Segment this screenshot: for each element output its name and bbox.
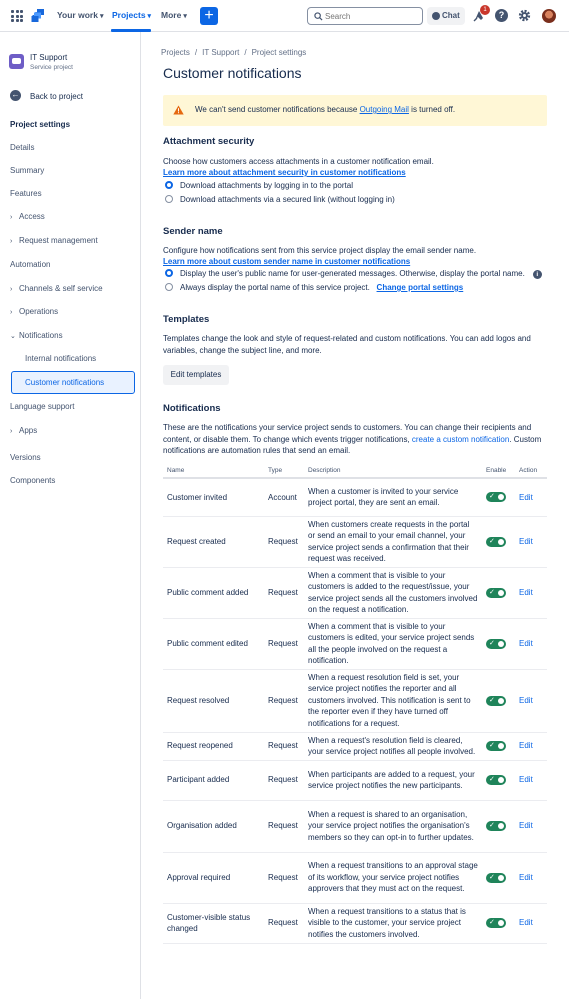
- notification-type: Request: [264, 567, 304, 618]
- check-icon: ✓: [489, 776, 495, 784]
- notification-name: Customer-visible status changed: [163, 903, 264, 943]
- notification-enable-cell: [482, 478, 515, 516]
- notification-enable-cell: [482, 800, 515, 852]
- search-icon: [314, 12, 323, 21]
- sidebar-item-versions[interactable]: [10, 453, 41, 462]
- notification-description: When a request transitions to a status that is visible to the customer, your service project notifies the customers involved.: [304, 903, 482, 943]
- table-row: [163, 903, 547, 943]
- sidebar-item-operations[interactable]: [10, 307, 58, 316]
- notifications-description-text: These are the notifications your service project sends to customers. You can change their recipients and content, or disable them. To change which events trigger notifications,: [163, 423, 532, 444]
- table-row: [163, 567, 547, 618]
- enable-toggle[interactable]: [486, 537, 506, 547]
- chevron-down-icon: ⌄: [10, 333, 16, 340]
- check-icon: ✓: [489, 493, 495, 501]
- enable-toggle[interactable]: [486, 492, 506, 502]
- sidebar-item-label: Components: [10, 476, 56, 485]
- sidebar-item-label: Summary: [10, 166, 45, 175]
- sidebar-item-label: Apps: [19, 426, 38, 435]
- table-row: [163, 516, 547, 567]
- radio-label: Download attachments by logging in to the portal: [180, 181, 353, 190]
- table-row: [163, 618, 547, 669]
- notification-type: Request: [264, 760, 304, 800]
- edit-link[interactable]: Edit: [519, 638, 533, 648]
- radio-unselected[interactable]: [165, 195, 173, 203]
- notification-enable-cell: [482, 852, 515, 903]
- breadcrumb-projects[interactable]: Projects: [161, 48, 190, 57]
- sidebar-item-language-support[interactable]: [10, 402, 75, 411]
- attachment-security-description: Choose how customers access attachments in a customer notification email.: [163, 157, 434, 166]
- sidebar-item-label: Access: [19, 212, 45, 221]
- chevron-down-icon: ▾: [147, 13, 152, 20]
- chevron-right-icon: ›: [10, 286, 13, 293]
- notification-action-cell: [515, 760, 547, 800]
- sender-option-portal-name[interactable]: [165, 283, 463, 292]
- enable-toggle[interactable]: [486, 821, 506, 831]
- notification-description: When a request transitions to an approval stage of its workflow, your service project notifies approvers that they must act on the request.: [304, 852, 482, 903]
- sender-name-heading: Sender name: [163, 226, 223, 237]
- enable-toggle[interactable]: [486, 741, 506, 751]
- sender-name-description: Configure how notifications sent from this service project display the email sender name.: [163, 246, 477, 255]
- nav-your-work[interactable]: [57, 10, 103, 20]
- sidebar-item-label: Notifications: [19, 331, 63, 340]
- outgoing-mail-warning: [163, 95, 547, 126]
- table-row: [163, 669, 547, 732]
- notification-type: Request: [264, 852, 304, 903]
- notification-type: Request: [264, 618, 304, 669]
- notifications-table: [163, 463, 547, 944]
- notification-enable-cell: [482, 732, 515, 760]
- enable-toggle[interactable]: [486, 873, 506, 883]
- breadcrumb-it-support[interactable]: IT Support: [202, 48, 240, 57]
- sender-name-learn-more-link[interactable]: Learn more about custom sender name in customer notifications: [163, 257, 411, 266]
- app-switcher-icon[interactable]: [11, 10, 23, 22]
- toggle-knob: [498, 539, 504, 545]
- templates-heading: Templates: [163, 314, 210, 325]
- chevron-right-icon: ›: [10, 238, 13, 245]
- toggle-knob: [498, 875, 504, 881]
- project-type: Service project: [30, 64, 73, 71]
- sidebar-item-label: Versions: [10, 453, 41, 462]
- radio-label: Always display the portal name of this service project.: [180, 283, 370, 292]
- chat-icon: [432, 12, 440, 20]
- sidebar-item-apps[interactable]: [10, 426, 37, 435]
- check-icon: ✓: [489, 537, 495, 545]
- jira-logo-icon[interactable]: [31, 8, 45, 24]
- edit-templates-button[interactable]: Edit templates: [163, 365, 229, 385]
- search-field[interactable]: [307, 7, 423, 25]
- info-icon[interactable]: i: [533, 270, 542, 279]
- notification-type: Request: [264, 800, 304, 852]
- breadcrumb: [161, 48, 306, 57]
- notification-type: Request: [264, 732, 304, 760]
- table-header-row: [163, 463, 547, 478]
- radio-label: Download attachments via a secured link (without logging in): [180, 195, 395, 204]
- notification-type: Request: [264, 669, 304, 732]
- nav-projects[interactable]: [112, 10, 151, 20]
- notification-name: Customer invited: [163, 478, 264, 516]
- attachment-option-login[interactable]: [165, 181, 353, 190]
- notification-name: Participant added: [163, 760, 264, 800]
- sidebar-item-label: Channels & self service: [19, 284, 103, 293]
- chevron-down-icon: ▾: [183, 13, 187, 20]
- notification-action-cell: [515, 478, 547, 516]
- breadcrumb-project-settings[interactable]: Project settings: [251, 48, 307, 57]
- notification-action-cell: [515, 567, 547, 618]
- toggle-knob: [498, 494, 504, 500]
- notification-action-cell: [515, 516, 547, 567]
- edit-link[interactable]: Edit: [519, 536, 533, 546]
- notification-description: When customers create requests in the portal or send an email to your email channel, your service project sends a confirmation that their request was received.: [304, 516, 482, 567]
- notification-description: When a customer is invited to your service project portal, they are sent an email.: [304, 478, 482, 516]
- sidebar-item-components[interactable]: [10, 476, 55, 485]
- attachment-security-learn-more-link[interactable]: Learn more about attachment security in customer notifications: [163, 168, 406, 177]
- table-row: [163, 852, 547, 903]
- table-row: [163, 732, 547, 760]
- gear-icon[interactable]: [518, 9, 531, 22]
- enable-toggle[interactable]: [486, 918, 506, 928]
- radio-label: Display the user's public name for user-generated messages. Otherwise, display the portal name.: [180, 269, 525, 278]
- warning-text: We can't send customer notifications because: [195, 105, 360, 114]
- change-portal-settings-link[interactable]: Change portal settings: [376, 283, 464, 292]
- notification-description: When participants are added to a request, your service project notifies the new participants.: [304, 760, 482, 800]
- warning-message: [195, 105, 455, 114]
- notifications-description: [163, 422, 555, 457]
- table-row: [163, 760, 547, 800]
- chevron-right-icon: ›: [10, 214, 13, 221]
- sidebar-item-automation[interactable]: [10, 260, 50, 269]
- radio-unselected[interactable]: [165, 283, 173, 291]
- nav-your-work-label: Your work: [57, 10, 98, 20]
- sidebar-item-label: Customer notifications: [25, 378, 105, 387]
- notification-name: Approval required: [163, 852, 264, 903]
- sidebar-item-label: Details: [10, 143, 35, 152]
- create-custom-notification-link[interactable]: create a custom notification: [411, 434, 510, 444]
- toggle-knob: [498, 698, 504, 704]
- nav-more[interactable]: [161, 10, 187, 20]
- notification-name: Organisation added: [163, 800, 264, 852]
- check-icon: ✓: [489, 696, 495, 704]
- attachment-option-secured-link[interactable]: [165, 195, 395, 204]
- column-header-action: Action: [515, 463, 547, 478]
- notification-enable-cell: [482, 567, 515, 618]
- outgoing-mail-link[interactable]: Outgoing Mail: [359, 105, 409, 114]
- radio-selected[interactable]: [165, 181, 173, 189]
- table-row: [163, 478, 547, 516]
- enable-toggle[interactable]: [486, 639, 506, 649]
- nav-projects-label: Projects: [112, 10, 146, 20]
- project-name: IT Support: [30, 53, 68, 62]
- column-header-name[interactable]: Name: [163, 463, 264, 478]
- sidebar-item-details[interactable]: [10, 143, 34, 152]
- main-content: [141, 32, 569, 999]
- sidebar-item-access[interactable]: [10, 212, 45, 221]
- breadcrumb-separator: /: [194, 48, 198, 57]
- sidebar-item-notifications[interactable]: [10, 331, 63, 340]
- notification-action-cell: [515, 618, 547, 669]
- page-title: Customer notifications: [163, 65, 302, 81]
- sidebar-item-label: Automation: [10, 260, 51, 269]
- check-icon: ✓: [489, 919, 495, 927]
- notification-name: Public comment edited: [163, 618, 264, 669]
- toggle-knob: [498, 823, 504, 829]
- enable-toggle[interactable]: [486, 696, 506, 706]
- notification-action-cell: [515, 800, 547, 852]
- edit-link[interactable]: Edit: [519, 492, 533, 502]
- edit-link[interactable]: Edit: [519, 872, 533, 882]
- sidebar-item-channels[interactable]: [10, 284, 103, 293]
- edit-link[interactable]: Edit: [519, 918, 533, 928]
- notification-description: When a request is shared to an organisation, your service project notifies the organisation's members so they can opt-in to further updates.: [304, 800, 482, 852]
- notifications-heading: Notifications: [163, 403, 221, 414]
- attachment-security-heading: Attachment security: [163, 136, 255, 147]
- notification-description: When a comment that is visible to your customers is added to the request/issue, your service project sends all the customers involved on the request a notification.: [304, 567, 482, 618]
- toggle-knob: [498, 641, 504, 647]
- column-header-enable: Enable: [482, 463, 515, 478]
- toggle-knob: [498, 743, 504, 749]
- chat-button[interactable]: [427, 7, 465, 25]
- notification-action-cell: [515, 903, 547, 943]
- notification-type: Request: [264, 903, 304, 943]
- notification-description: When a request resolution field is set, your service project notifies the reporter and all customers involved. This notification is sent to the reporter even if they have turned off notifications for a request.: [304, 669, 482, 732]
- toggle-knob: [498, 920, 504, 926]
- edit-link[interactable]: Edit: [519, 695, 533, 705]
- sidebar-item-label: Operations: [19, 307, 59, 316]
- notification-enable-cell: [482, 669, 515, 732]
- notification-description: When a comment that is visible to your customers is edited, your service project sends all the people involved on the request a notification.: [304, 618, 482, 669]
- edit-link[interactable]: Edit: [519, 741, 533, 751]
- chevron-right-icon: ›: [10, 428, 13, 435]
- notification-enable-cell: [482, 760, 515, 800]
- notification-name: Public comment added: [163, 567, 264, 618]
- notification-enable-cell: [482, 618, 515, 669]
- check-icon: ✓: [489, 588, 495, 596]
- notification-type: Account: [264, 478, 304, 516]
- avatar[interactable]: [542, 9, 556, 23]
- edit-link[interactable]: Edit: [519, 775, 533, 785]
- sidebar-item-label: Internal notifications: [25, 354, 97, 363]
- check-icon: ✓: [489, 742, 495, 750]
- back-to-project-link[interactable]: Back to project: [30, 92, 83, 101]
- notifications-table-body: [163, 478, 547, 943]
- sidebar-item-label: Request management: [19, 236, 98, 245]
- notification-type: Request: [264, 516, 304, 567]
- sidebar-item-label: Features: [10, 189, 42, 198]
- column-header-type[interactable]: Type: [264, 463, 304, 478]
- chat-label: Chat: [442, 11, 460, 20]
- arrow-left-icon[interactable]: ←: [11, 90, 20, 99]
- chevron-down-icon: ▾: [99, 13, 104, 20]
- sidebar-item-label: Language support: [10, 402, 75, 411]
- chevron-right-icon: ›: [10, 309, 13, 316]
- notification-description: When a request's resolution field is cleared, your service project notifies all people involved.: [304, 732, 482, 760]
- column-header-description: Description: [304, 463, 482, 478]
- sidebar-item-summary[interactable]: [10, 166, 44, 175]
- sender-option-public-name[interactable]: [165, 269, 542, 279]
- toggle-knob: [498, 590, 504, 596]
- project-avatar: [9, 54, 24, 69]
- check-icon: ✓: [489, 873, 495, 881]
- notification-action-cell: [515, 852, 547, 903]
- enable-toggle[interactable]: [486, 775, 506, 785]
- warning-text-end: is turned off.: [408, 105, 456, 114]
- radio-selected[interactable]: [165, 269, 173, 277]
- notification-action-cell: [515, 669, 547, 732]
- search-input[interactable]: [325, 10, 420, 22]
- templates-description: Templates change the look and style of request-related and custom notifications. You can add logos and variables, change the subject line, and more.: [163, 334, 531, 355]
- notification-action-cell: [515, 732, 547, 760]
- sidebar-item-internal-notifications[interactable]: [25, 354, 96, 363]
- notification-name: Request reopened: [163, 732, 264, 760]
- project-settings-heading: Project settings: [10, 120, 71, 129]
- notifications-description-end: . Custom notifications are automation rules that send an email.: [163, 434, 542, 455]
- notification-enable-cell: [482, 516, 515, 567]
- table-row: [163, 800, 547, 852]
- check-icon: ✓: [489, 639, 495, 647]
- check-icon: ✓: [489, 822, 495, 830]
- warning-icon: [173, 105, 184, 115]
- notification-count-badge: 1: [480, 5, 490, 15]
- sidebar: [0, 32, 141, 999]
- breadcrumb-separator: /: [244, 48, 247, 57]
- sidebar-item-features[interactable]: [10, 189, 42, 198]
- enable-toggle[interactable]: [486, 588, 506, 598]
- nav-more-label: More: [161, 10, 182, 20]
- help-icon[interactable]: ?: [495, 9, 508, 22]
- notification-name: Request created: [163, 516, 264, 567]
- create-button[interactable]: +: [200, 7, 218, 25]
- notification-name: Request resolved: [163, 669, 264, 732]
- edit-link[interactable]: Edit: [519, 587, 533, 597]
- top-navigation: [0, 0, 569, 32]
- edit-link[interactable]: Edit: [519, 821, 533, 831]
- toggle-knob: [498, 777, 504, 783]
- notification-enable-cell: [482, 903, 515, 943]
- sidebar-item-customer-notifications[interactable]: [11, 371, 135, 394]
- sidebar-item-request-management[interactable]: [10, 236, 98, 245]
